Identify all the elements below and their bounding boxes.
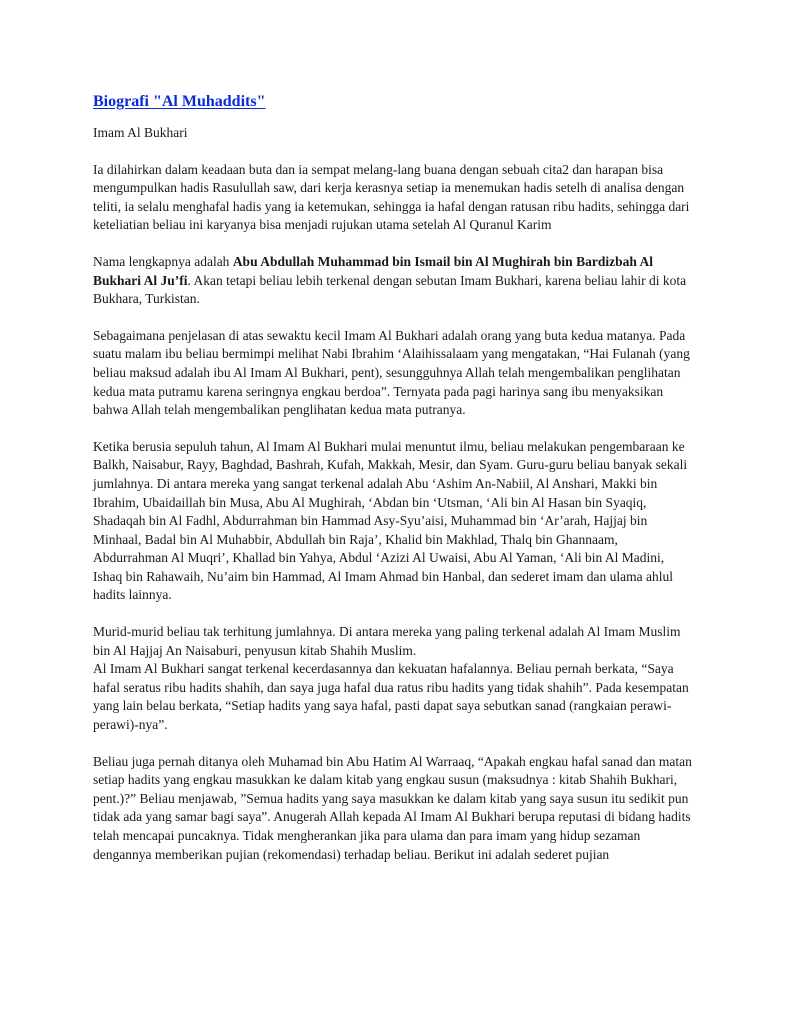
full-name-intro: Nama lengkapnya adalah [93, 253, 233, 269]
document-title-link[interactable]: Biografi "Al Muhaddits" [93, 93, 266, 110]
full-name-rest: . Akan tetapi beliau lebih terkenal dengan sebutan Imam Bukhari, karena beliau lahir di kota Bukhara, Turkistan. [93, 272, 687, 307]
paragraph-students: Murid-murid beliau tak terhitung jumlahnya. Di antara mereka yang paling terkenal adalah Al Imam Muslim bin Al Hajjaj An Naisaburi, penyusun kitab Shahih Muslim. [93, 624, 681, 658]
paragraph-praise: Beliau juga pernah ditanya oleh Muhamad bin Abu Hatim Al Warraaq, “Apakah engkau hafal sanad dan matan setiap hadits yang engkau masukkan ke dalam kitab yang engkau susun (maksudnya : kitab Shahih Bukhari, pent.)?” Beliau menjawab, ”Semua hadits yang saya masukkan ke dalam kitab yang saya susun itu sedikit pun tidak ada yang samar bagi saya”. Anugerah Allah kepada Al Imam Al Bukhari berupa reputasi di bidang hadits telah mencapai puncaknya. Tidak mengherankan jika para ulama dan para imam yang hidup sezaman dengannya memberikan pujian (rekomendasi) terhadap beliau. Berikut ini adalah sederet pujian [93, 753, 692, 862]
paragraph-childhood: Sebagaimana penjelasan di atas sewaktu kecil Imam Al Bukhari adalah orang yang buta kedua matanya. Pada suatu malam ibu beliau bermimpi melihat Nabi Ibrahim ‘Alaihissalaam yang mengatakan, “Hai Fulanah (yang beliau maksud adalah ibu Al Imam Al Bukhari, pent), sesungguhnya Allah telah mengembalikan penglihatan kedua mata putramu karena seringnya engkau berdoa”. Ternyata pada pagi harinya sang ibu menyaksikan bahwa Allah telah mengembalikan penglihatan kedua mata putranya. [93, 327, 690, 418]
paragraph-birth: Ia dilahirkan dalam keadaan buta dan ia sempat melang-lang buana dengan sebuah cita2 dan harapan bisa mengumpulkan hadis Rasulullah saw, dari kerja kerasnya setiap ia menemukan hadis setelh di analisa dengan teliti, ia selalu menghafal hadis yang ia ketemukan, sehingga ia hafal dengan ratusan ribu hadits, sehingga dari keteliatian beliau ini karyanya bisa menjadi rujukan utama setelah Al Quranul Karim [93, 161, 690, 233]
full-name-bold: Abu Abdullah Muhammad bin Ismail bin Al Mughirah bin Bardizbah Al Bukhari Al Ju’fi [93, 253, 653, 288]
document-page [93, 92, 693, 864]
paragraph-full-name [93, 253, 693, 309]
paragraph-teachers: Ketika berusia sepuluh tahun, Al Imam Al Bukhari mulai menuntut ilmu, beliau melakukan pengembaraan ke Balkh, Naisabur, Rayy, Baghdad, Bashrah, Kufah, Makkah, Mesir, dan Syam. Guru-guru beliau banyak sekali jumlahnya. Di antara mereka yang sangat terkenal adalah Abu ‘Ashim An-Nabiil, Al Anshari, Makki bin Ibrahim, Ubaidaillah bin Musa, Abu Al Mughirah, ‘Abdan bin ‘Utsman, ‘Ali bin Al Hasan bin Syaqiq, Shadaqah bin Al Fadhl, Abdurrahman bin Hammad Asy-Syu’aisi, Muhammad bin ‘Ar’arah, Hajjaj bin Minhaal, Badal bin Al Muhabbir, Abdullah bin Raja’, Khalid bin Makhlad, Thalq bin Ghannaam, Abdurrahman Al Muqri’, Khallad bin Yahya, Abdul ‘Azizi Al Uwaisi, Abu Al Yaman, ‘Ali bin Al Madini, Ishaq bin Rahawaih, Nu’aim bin Hammad, Al Imam Ahmad bin Hanbal, dan sederet imam dan ulama ahlul hadits lainnya. [93, 438, 688, 603]
document-subtitle: Imam Al Bukhari [93, 125, 188, 140]
paragraph-memory: Al Imam Al Bukhari sangat terkenal kecerdasannya dan kekuatan hafalannya. Beliau pernah berkata, “Saya hafal seratus ribu hadits shahih, dan saya juga hafal dua ratus ribu hadits yang tidak shahih”. Pada kesempatan yang lain belau berkata, “Setiap hadits yang saya hafal, pasti dapat saya sebutkan sanad (rangkaian perawi-perawi)-nya”. [93, 661, 689, 733]
